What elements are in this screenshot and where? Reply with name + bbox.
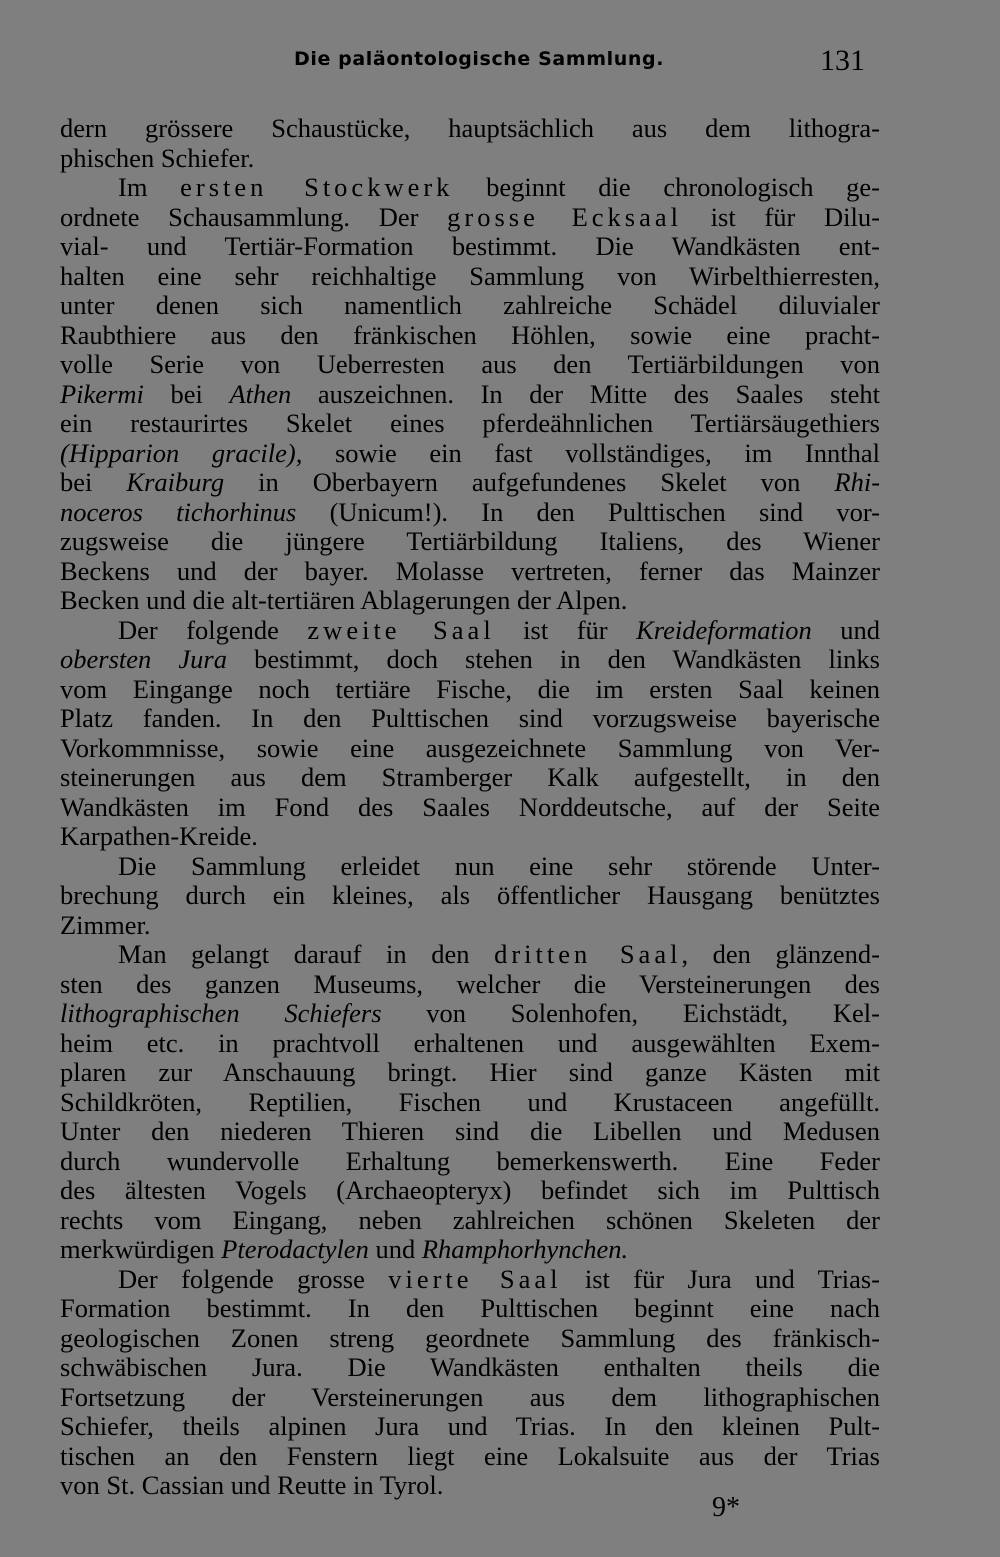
page-number: 131 [820, 44, 865, 77]
text-line: bei Kraiburg in Oberbayern aufgefundenes Skelet von Rhi- [60, 467, 881, 497]
italic-term: Pikermi [60, 378, 144, 409]
italic-term: noceros tichorhinus [60, 496, 297, 527]
text-line: volle Serie von Ueberresten aus den Tertiärbildungen von [60, 349, 880, 379]
text-line: brechung durch ein kleines, als öffentlicher Hausgang benütztes [60, 880, 880, 910]
text-line: schwäbischen Jura. Die Wandkästen enthalten theils die [60, 1352, 880, 1382]
italic-term: (Hipparion gracile), [60, 437, 303, 468]
text-line: obersten Jura bestimmt, doch stehen in den Wandkästen links [60, 644, 880, 674]
italic-term: obersten Jura [60, 644, 227, 674]
italic-term: lithographischen Schiefers [60, 998, 382, 1028]
text-line: unter denen sich namentlich zahlreiche Schädel diluvialer [60, 290, 880, 320]
text-line: von St. Cassian und Reutte in Tyrol. [60, 1470, 444, 1500]
text-line: noceros tichorhinus (Unicum!). In den Pulttischen sind vor- [60, 496, 880, 527]
text-line: zugsweise die jüngere Tertiärbildung Italiens, des Wiener [60, 526, 880, 556]
text-line: Zimmer. [60, 909, 151, 940]
text-line: halten eine sehr reichhaltige Sammlung von Wirbelthierresten, [60, 260, 880, 291]
spaced-term: zweite Saal [307, 614, 495, 645]
text-line: Pikermi bei Athen auszeichnen. In der Mitte des Saales steht [60, 378, 880, 409]
italic-term: Pterodactylen [221, 1234, 369, 1264]
text-line: ordnete Schausammlung. Der grosse Ecksaal ist für Dilu- [60, 201, 880, 232]
body-text [60, 114, 880, 1501]
text-line: rechts vom Eingang, neben zahlreichen schönen Skeleten der [60, 1204, 880, 1235]
text-line: geologischen Zonen streng geordnete Sammlung des fränkisch- [60, 1322, 880, 1353]
running-title: Die paläontologische Sammlung. [294, 48, 665, 70]
text-line: Man gelangt darauf in den dritten Saal, den glänzend- [118, 939, 880, 969]
text-line: tischen an den Fenstern liegt eine Lokalsuite aus der Trias [60, 1440, 880, 1471]
italic-term: Kreideformation [636, 614, 812, 645]
text-line: Im ersten Stockwerk beginnt die chronologisch ge- [118, 172, 880, 202]
spaced-term: vierte Saal [388, 1263, 562, 1294]
text-line: plaren zur Anschauung bringt. Hier sind ganze Kästen mit [60, 1057, 880, 1087]
running-head [0, 44, 1000, 84]
text-line: Beckens und der bayer. Molasse vertreten, ferner das Mainzer [60, 555, 880, 586]
italic-term: Rhamphorhynchen. [421, 1234, 629, 1264]
text-line: Schiefer, theils alpinen Jura und Trias. In den kleinen Pult- [60, 1411, 880, 1441]
italic-term: Rhi- [834, 467, 881, 497]
text-line: Der folgende zweite Saal ist für Kreideformation und [118, 614, 881, 645]
italic-term: Kraiburg [126, 467, 225, 497]
text-line: Unter den niederen Thieren sind die Libellen und Medusen [60, 1116, 880, 1146]
text-line: des ältesten Vogels (Archaeopteryx) befindet sich im Pulttisch [60, 1175, 880, 1205]
text-line: Platz fanden. In den Pulttischen sind vorzugsweise bayerische [60, 703, 880, 733]
spaced-term: dritten Saal [494, 939, 682, 969]
text-line: Formation bestimmt. In den Pulttischen beginnt eine nach [60, 1293, 880, 1323]
text-line: Fortsetzung der Versteinerungen aus dem lithographischen [60, 1381, 880, 1412]
text-line: heim etc. in prachtvoll erhaltenen und ausgewählten Exem- [60, 1027, 880, 1058]
text-line: ein restaurirtes Skelet eines pferdeähnlichen Tertiärsäugethiers [60, 408, 880, 438]
signature-mark: 9* [712, 1492, 740, 1523]
text-line: steinerungen aus dem Stramberger Kalk aufgestellt, in den [60, 762, 880, 792]
spaced-term: grosse Ecksaal [447, 201, 682, 232]
text-line: Karpathen-Kreide. [60, 821, 258, 851]
text-line: Wandkästen im Fond des Saales Norddeutsche, auf der Seite [60, 791, 880, 822]
text-line: vom Eingange noch tertiäre Fische, die im ersten Saal keinen [60, 673, 880, 704]
italic-term: Athen [229, 378, 292, 409]
text-line: Vorkommnisse, sowie eine ausgezeichnete Sammlung von Ver- [60, 732, 880, 763]
text-line: vial- und Tertiär-Formation bestimmt. Die Wandkästen ent- [60, 231, 880, 261]
text-line: (Hipparion gracile), sowie ein fast vollständiges, im Innthal [60, 437, 880, 468]
text-line: lithographischen Schiefers von Solenhofen, Eichstädt, Kel- [60, 998, 880, 1028]
spaced-term: ersten Stockwerk [180, 172, 454, 202]
text-line: phischen Schiefer. [60, 142, 255, 173]
text-line: sten des ganzen Museums, welcher die Versteinerungen des [60, 968, 880, 999]
text-line: Die Sammlung erleidet nun eine sehr störende Unter- [118, 850, 880, 881]
text-line: dern grössere Schaustücke, hauptsächlich aus dem lithogra- [60, 113, 880, 143]
text-line: merkwürdigen Pterodactylen und Rhamphorhynchen. [60, 1234, 629, 1264]
text-line: Raubthiere aus den fränkischen Höhlen, sowie eine pracht- [60, 319, 880, 350]
text-line: Becken und die alt-tertiären Ablagerungen der Alpen. [60, 585, 628, 615]
text-line: durch wundervolle Erhaltung bemerkenswerth. Eine Feder [60, 1145, 880, 1176]
text-line: Der folgende grosse vierte Saal ist für Jura und Trias- [118, 1263, 881, 1294]
text-line: Schildkröten, Reptilien, Fischen und Krustaceen angefüllt. [60, 1086, 880, 1117]
